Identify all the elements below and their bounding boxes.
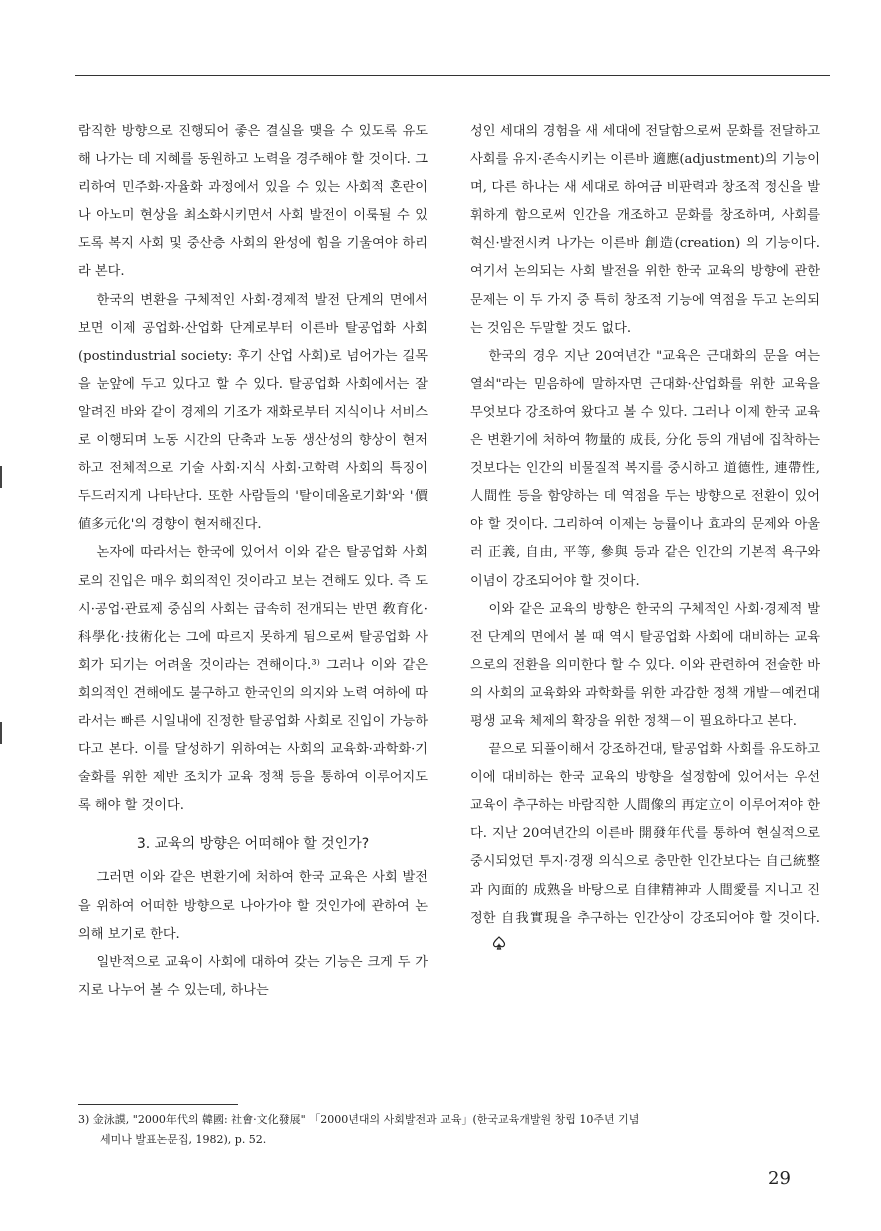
margin-mark (0, 466, 2, 488)
closing-paragraph-text: 끝으로 되풀이해서 강조하건대, 탈공업화 사회를 유도하고 이에 대비하는 한국 교육의 방향을 설정함에 있어서는 우선 교육이 추구하는 바람직한 人間像의 再定立이 이루어져야 한다. 지난 20여년간의 이른바 開發年代를 통하여 현실적으로 중시되었던 투지·경쟁 의식으로 충만한 인간보다는 自己統整과 內面的 成熟을 바탕으로 自律精神과 人間愛를 지니고 진정한 自我實現을 추구하는 인간상이 강조되어야 할 것이다. (470, 742, 820, 926)
footnote (78, 1110, 828, 1150)
section-heading: 3. 교육의 방향은 어떠해야 할 것인가? (136, 836, 370, 853)
footnote-rule (78, 1104, 238, 1105)
margin-mark (0, 722, 2, 744)
spade-outline-icon (474, 933, 506, 961)
body-paragraph: 한국의 변환을 구체적인 사회·경제적 발전 단계의 면에서 보면 이제 공업화·산업화 단계로부터 이른바 탈공업화 사회(postindustrial society: 후기 산업 사회)로 넘어가는 길목을 눈앞에 두고 있다고 할 수 있다. 탈공업화 사회에서는 잘 알려진 바와 같이 경제의 기조가 재화로부터 지식이나 서비스로 이행되며 노동 시간의 단축과 노동 생산성의 향상이 현저하고 전체적으로 기술 사회·지식 사회·고학력 사회의 특징이 두드러지게 나타난다. 또한 사람들의 '탈이데올로기화'와 '價値多元化'의 경향이 현저해진다. (78, 292, 428, 533)
body-paragraph: 그러면 이와 같은 변환기에 처하여 한국 교육은 사회 발전을 위하여 어떠한 방향으로 나아가야 할 것인가에 관하여 논의해 보기로 한다. (78, 870, 428, 942)
header-rule (75, 75, 830, 76)
page-number: 29 (768, 1168, 791, 1189)
right-column (470, 118, 820, 961)
footnote-line: 3) 金泳謨, "2000年代의 韓國: 社會·文化發展" 「2000년대의 사회발전과 교육」(한국교육개발원 창립 10주년 기념 (78, 1113, 640, 1126)
body-paragraph: 성인 세대의 경험을 새 세대에 전달함으로써 문화를 전달하고 사회를 유지·존속시키는 이른바 適應(adjustment)의 기능이며, 다른 하나는 새 세대로 하여금 비판력과 창조적 정신을 발휘하게 함으로써 인간을 개조하고 문화를 창조하며, 사회를 혁신·발전시켜 나가는 이른바 創造(creation) 의 기능이다. 여기서 논의되는 사회 발전을 위한 한국 교육의 방향에 관한 문제는 이 두 가지 중 특히 창조적 기능에 역점을 두고 논의되는 것임은 두말할 것도 없다. (470, 124, 820, 336)
left-column (78, 118, 428, 1005)
body-paragraph: 논자에 따라서는 한국에 있어서 이와 같은 탈공업화 사회로의 진입은 매우 회의적인 것이라고 보는 견해도 있다. 즉 도시·공업·관료제 중심의 사회는 급속히 전개되는 반면 敎育化·科學化·技術化는 그에 따르지 못하게 됨으로써 탈공업화 사회가 되기는 어려울 것이라는 견해이다.³⁾ 그러나 이와 같은 회의적인 견해에도 불구하고 한국인의 의지와 노력 여하에 따라서는 빠른 시일내에 진정한 탈공업화 사회로 진입이 가능하다고 본다. 이를 달성하기 위하여는 사회의 교육화·과학화·기술화를 위한 제반 조치가 교육 정책 등을 통하여 이루어지도록 해야 할 것이다. (78, 545, 428, 814)
body-paragraph: 한국의 경우 지난 20여년간 "교육은 근대화의 문을 여는 열쇠"라는 믿음하에 말하자면 근대화·산업화를 위한 교육을 무엇보다 강조하여 왔다고 볼 수 있다. 그러나 이제 한국 교육은 변환기에 처하여 物量的 成長, 分化 등의 개념에 집착하는 것보다는 인간의 비물질적 복지를 중시하고 道德性, 連帶性, 人間性 등을 함양하는 데 역점을 두는 방향으로 전환이 있어야 할 것이다. 그리하여 이제는 능률이나 효과의 문제와 아울러 正義, 自由, 平等, 參與 등과 같은 인간의 기본적 욕구와 이념이 강조되어야 할 것이다. (470, 348, 820, 589)
body-paragraph (470, 736, 820, 961)
body-paragraph: 일반적으로 교육이 사회에 대하여 갖는 기능은 크게 두 가지로 나누어 볼 수 있는데, 하나는 (78, 954, 428, 998)
body-paragraph: 람직한 방향으로 진행되어 좋은 결실을 맺을 수 있도록 유도해 나가는 데 지혜를 동원하고 노력을 경주해야 할 것이다. 그리하여 민주화·자율화 과정에서 있을 수 있는 사회적 혼란이나 아노미 현상을 최소화시키면서 사회 발전이 이룩될 수 있도록 복지 사회 및 중산층 사회의 완성에 힘을 기울여야 하리라 본다. (78, 124, 428, 280)
body-paragraph: 이와 같은 교육의 방향은 한국의 구체적인 사회·경제적 발전 단계의 면에서 볼 때 역시 탈공업화 사회에 대비하는 교육으로의 전환을 의미한다 할 수 있다. 이와 관련하여 전술한 바의 사회의 교육화와 과학화를 위한 과감한 정책 개발－예컨대 평생 교육 체제의 확장을 위한 정책－이 필요하다고 본다. (470, 601, 820, 729)
footnote-line: 세미나 발표논문집, 1982), p. 52. (100, 1133, 267, 1146)
